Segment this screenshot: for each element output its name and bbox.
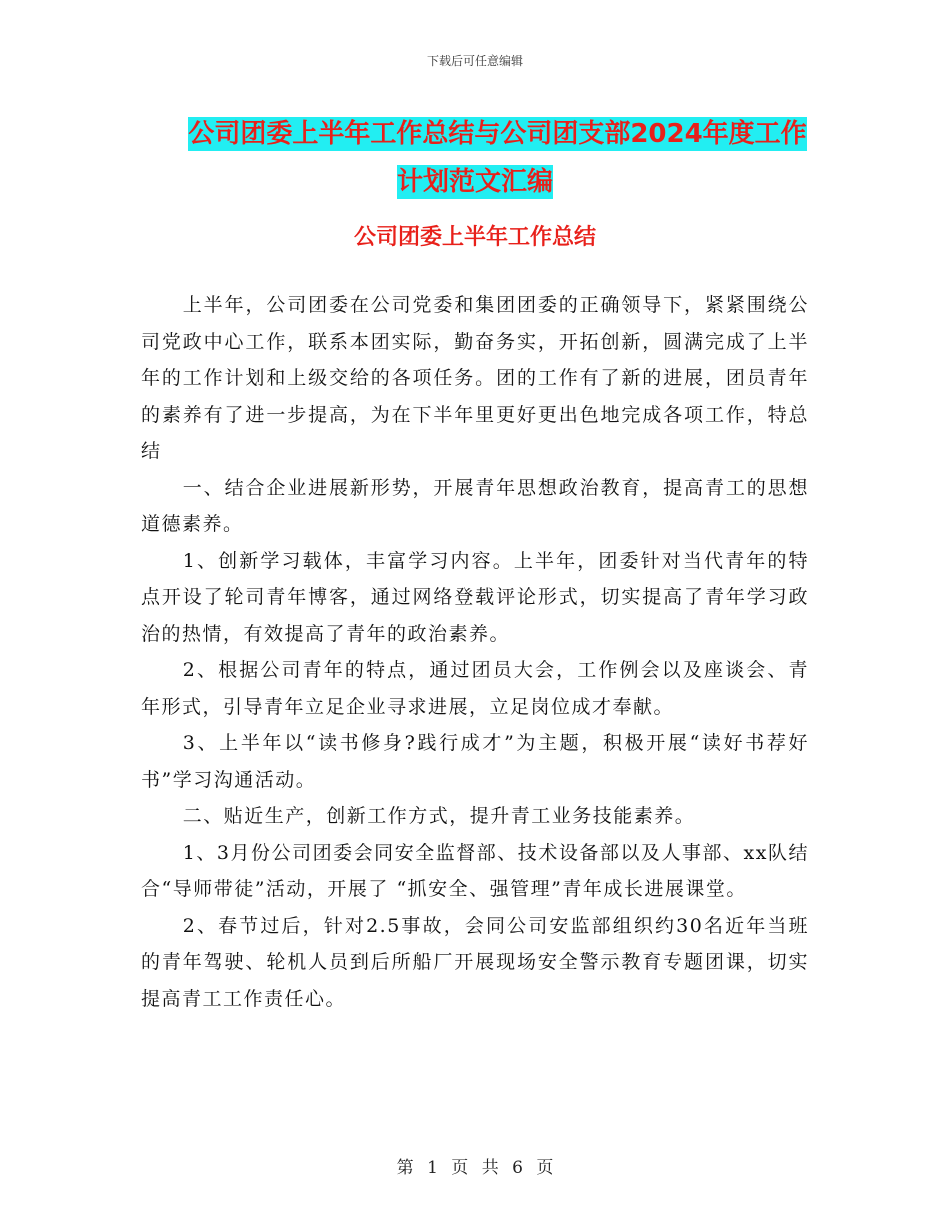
paragraph-item: 1、创新学习载体，丰富学习内容。上半年，团委针对当代青年的特点开设了轮司青年博客，通过网络登载评论形式，切实提高了青年学习政治的热情，有效提高了青年的政治素养。 bbox=[141, 549, 809, 645]
document-title-line-2: 计划范文汇编 bbox=[396, 167, 553, 197]
body-text bbox=[141, 287, 809, 1017]
header-note: 下载后可任意编辑 bbox=[426, 54, 523, 68]
paragraph-heading-2: 二、贴近生产，创新工作方式，提升青工业务技能素养。 bbox=[182, 805, 696, 827]
page-number-footer: 第 1 页 共 6 页 bbox=[396, 1158, 554, 1178]
document-title-line-1: 公司团委上半年工作总结与公司团支部2024年度工作 bbox=[188, 119, 807, 149]
paragraph-item: 3、上半年以“读书修身?践行成才”为主题，积极开展“读好书荐好书”学习沟通活动。 bbox=[141, 732, 809, 791]
paragraph-heading-1: 一、结合企业进展新形势，开展青年思想政治教育，提高青工的思想道德素养。 bbox=[141, 476, 809, 535]
section-title: 公司团委上半年工作总结 bbox=[353, 225, 596, 250]
paragraph-item: 1、3月份公司团委会同安全监督部、技术设备部以及人事部、xx队结合“导师带徒”活动，开展了 “抓安全、强管理”青年成长进展课堂。 bbox=[141, 841, 809, 900]
paragraph-item: 2、春节过后，针对2.5事故，会同公司安监部组织约30名近年当班的青年驾驶、轮机人员到后所船厂开展现场安全警示教育专题团课，切实提高青工工作责任心。 bbox=[141, 914, 809, 1010]
document-title bbox=[0, 110, 950, 206]
paragraph-intro: 上半年，公司团委在公司党委和集团团委的正确领导下，紧紧围绕公司党政中心工作，联系本团实际，勤奋务实，开拓创新，圆满完成了上半年的工作计划和上级交给的各项任务。团的工作有了新的进展，团员青年的素养有了进一步提高，为在下半年里更好更出色地完成各项工作，特总结 bbox=[141, 294, 809, 462]
paragraph-item: 2、根据公司青年的特点，通过团员大会，工作例会以及座谈会、青年形式，引导青年立足企业寻求进展，立足岗位成才奉献。 bbox=[141, 659, 809, 718]
